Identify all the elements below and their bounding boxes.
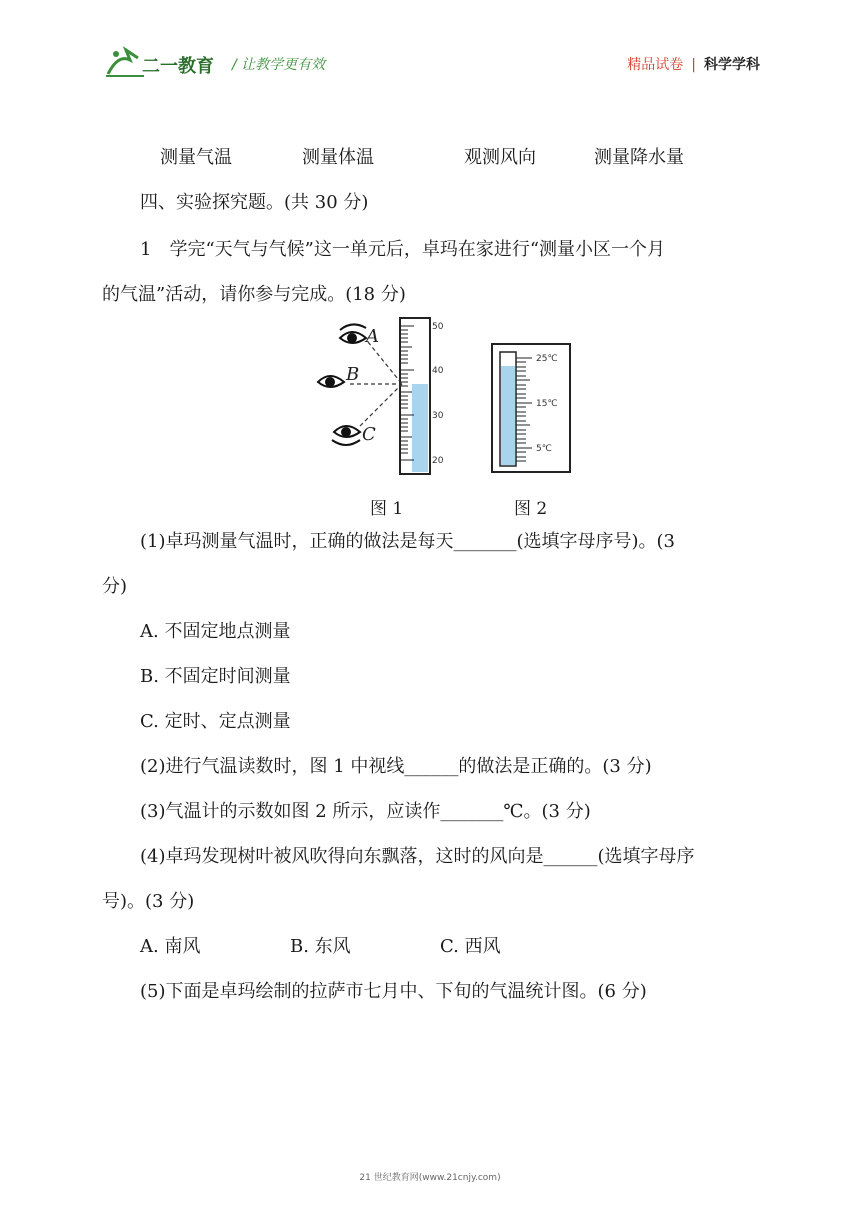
top-option-2: 测量体温 <box>302 147 374 168</box>
fig1-scale-50: 50 <box>432 322 444 332</box>
figure-2-caption: 图 2 <box>514 499 548 519</box>
sight-line-c <box>360 384 402 426</box>
figure-1-caption: 图 1 <box>370 499 404 519</box>
fig1-label-b: B <box>346 364 360 385</box>
sub1-line2: 分) <box>102 576 128 597</box>
fig1-scale-40: 40 <box>432 366 444 376</box>
eye-c-icon <box>332 426 360 445</box>
sight-line-a <box>368 342 402 384</box>
fig1-label-a: A <box>366 326 379 347</box>
sub4-option-b: B. 东风 <box>290 936 351 957</box>
fig1-label-c: C <box>362 424 376 445</box>
top-option-1: 测量气温 <box>160 147 232 168</box>
sub1-option-b: B. 不固定时间测量 <box>140 666 291 687</box>
figure-2 <box>490 342 574 478</box>
header-tag-separator: | <box>691 57 696 73</box>
header-slogan: / 让教学更有效 <box>232 57 326 73</box>
page-footer: 21 世纪教育网(www.21cnjy.com) <box>359 1173 501 1183</box>
header-tag-right: 科学学科 <box>704 57 760 73</box>
logo <box>104 46 224 80</box>
top-option-3: 观测风向 <box>464 147 536 168</box>
header-tag <box>627 54 760 74</box>
logo-text: 二一教育 <box>142 56 214 77</box>
sub4-option-a: A. 南风 <box>140 936 201 957</box>
sub2: (2)进行气温读数时，图 1 中视线______的做法是正确的。(3 分) <box>140 756 652 777</box>
sub3: (3)气温计的示数如图 2 所示，应读作_______℃。(3 分) <box>140 801 591 822</box>
fig2-scale-15: 15℃ <box>536 399 558 409</box>
header-tag-left: 精品试卷 <box>627 57 684 73</box>
eye-b-icon <box>318 376 344 387</box>
section-title: 四、实验探究题。(共 30 分) <box>140 192 369 213</box>
figure-1 <box>310 316 460 482</box>
fig1-scale-30: 30 <box>432 411 444 421</box>
fig2-scale-5: 5℃ <box>536 444 552 454</box>
sub4-line2: 号)。(3 分) <box>102 891 195 912</box>
eye-a-icon <box>340 324 366 343</box>
top-option-4: 测量降水量 <box>594 147 684 168</box>
sub4-option-c: C. 西风 <box>440 936 501 957</box>
fig2-liquid <box>501 366 515 465</box>
sub1-option-a: A. 不固定地点测量 <box>140 621 291 642</box>
sub5: (5)下面是卓玛绘制的拉萨市七月中、下旬的气温统计图。(6 分) <box>140 981 647 1002</box>
fig2-scale-25: 25℃ <box>536 354 558 364</box>
fig1-scale-20: 20 <box>432 456 444 466</box>
sub4-line1: (4)卓玛发现树叶被风吹得向东飘落，这时的风向是______(选填字母序 <box>140 846 695 867</box>
thermometer-ticks <box>400 326 414 460</box>
thermometer-liquid <box>412 384 428 472</box>
sub1-option-c: C. 定时、定点测量 <box>140 711 291 732</box>
q1-intro-line1: 1 学完“天气与气候”这一单元后，卓玛在家进行“测量小区一个月 <box>140 239 666 260</box>
q1-intro-line2: 的气温”活动，请你参与完成。(18 分) <box>102 284 406 305</box>
sub1-line1: (1)卓玛测量气温时，正确的做法是每天_______(选填字母序号)。(3 <box>140 531 676 552</box>
